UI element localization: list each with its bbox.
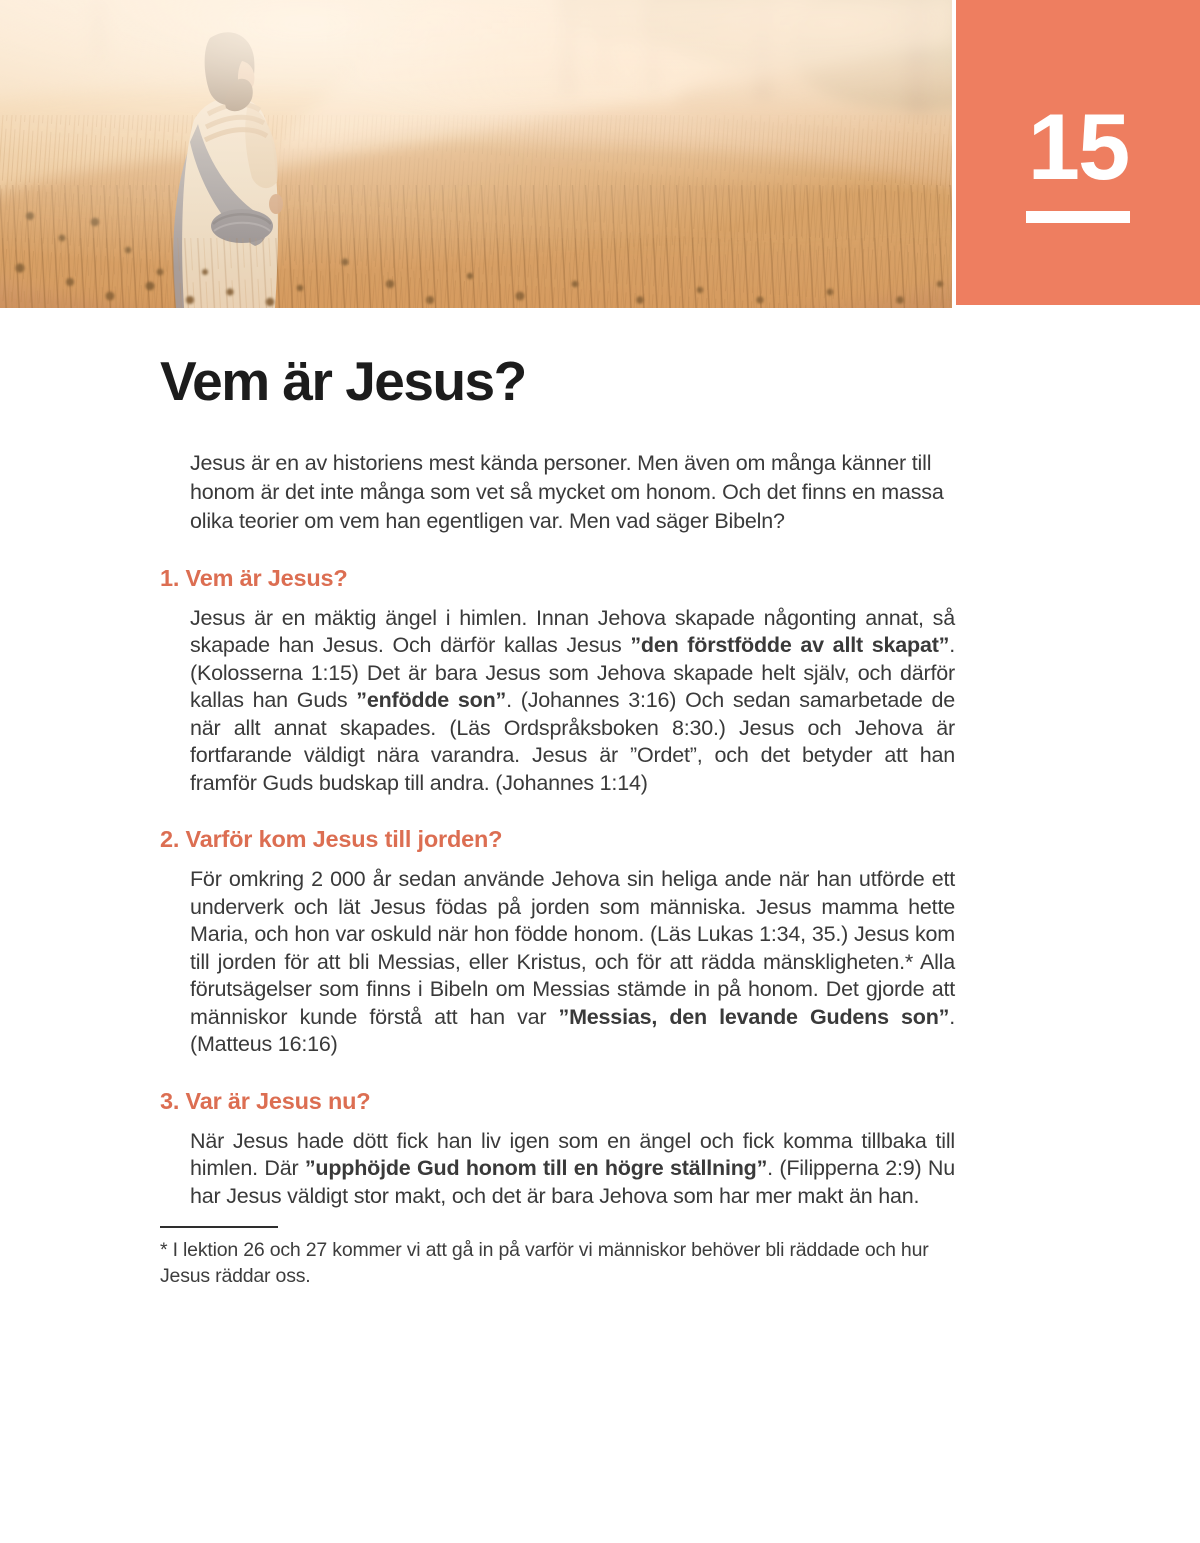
paragraph-text: . (Filipperna 2:9) Nu har Jesus väldigt stor makt, och det är bara Jehova som har mer makt än han. xyxy=(190,1156,956,1208)
hero-image xyxy=(0,0,952,308)
paragraph-text: För omkring 2 000 år sedan använde Jehova sin heliga ande när han utförde ett underverk och lät Jesus födas på jorden som människa. Jesus mamma hette Maria, och hon var oskuld när hon födde honom. (Läs Lukas 1:34, 35.) Jesus kom till jorden för att bli Messias, eller Kristus, och för att rädda mänskligheten.* Alla förutsägelser som finns i Bibeln om Messias stämde in på honom. Det gjorde att människor kunde förstå att han var xyxy=(190,867,955,1029)
section xyxy=(0,1089,1200,1210)
paragraph-text: Jesus är en mäktig ängel i himlen. Innan Jehova skapade någonting annat, så skapade han Jesus. Och därför kallas Jesus xyxy=(190,605,955,658)
paragraph-text: . (Johannes 3:16) Och sedan samarbetade de när allt annat skapades. (Läs Ordspråksboken 8:30.) Jesus och Jehova är fortfarande väldigt nära varandra. Jesus är ”Ordet”, och det betyder att han framför Guds budskap till andra. (Johannes 1:14) xyxy=(190,688,955,795)
section xyxy=(0,566,1200,797)
intro-paragraph: Jesus är en av historiens mest kända personer. Men även om många känner till honom är det inte många som vet så mycket om honom. Och det finns en massa olika teorier om vem han egentligen var. Men vad säger Bibeln? xyxy=(190,451,944,533)
lesson-number-underline xyxy=(1026,211,1130,223)
section-paragraph xyxy=(190,866,955,1059)
section-heading: 3. Var är Jesus nu? xyxy=(160,1087,371,1114)
section-paragraph xyxy=(190,605,955,798)
hero-header xyxy=(0,0,1200,308)
section-paragraph xyxy=(190,1128,955,1211)
section-heading: 1. Vem är Jesus? xyxy=(160,565,348,591)
lesson-content xyxy=(0,350,1200,1289)
section xyxy=(0,827,1200,1058)
section-heading: 2. Varför kom Jesus till jorden? xyxy=(160,826,503,853)
page-title: Vem är Jesus? xyxy=(160,350,526,412)
quoted-scripture-bold: ”den förstfödde av allt skapat” xyxy=(630,633,950,658)
paragraph-text: När Jesus hade dött fick han liv igen som en ängel och fick komma tillbaka till himlen. Där xyxy=(190,1128,955,1181)
quoted-scripture-bold: ”upphöjde Gud honom till en högre ställning” xyxy=(304,1156,768,1181)
lesson-number-badge xyxy=(956,0,1200,305)
paragraph-text: . (Kolosserna 1:15) Det är bara Jesus som Jehova skapade helt själv, och därför kallas han Guds xyxy=(190,633,955,713)
footnote: * I lektion 26 och 27 kommer vi att gå in på varför vi människor behöver bli räddade och hur Jesus räddar oss. xyxy=(160,1239,929,1288)
quoted-scripture-bold: ”Messias, den levande Gudens son” xyxy=(558,1004,950,1029)
paragraph-text: . (Matteus 16:16) xyxy=(190,1004,955,1057)
quoted-scripture-bold: ”enfödde son” xyxy=(356,688,507,713)
sections xyxy=(0,566,1200,1210)
footnote-divider xyxy=(160,1226,278,1228)
lesson-number: 15 xyxy=(1027,94,1129,199)
